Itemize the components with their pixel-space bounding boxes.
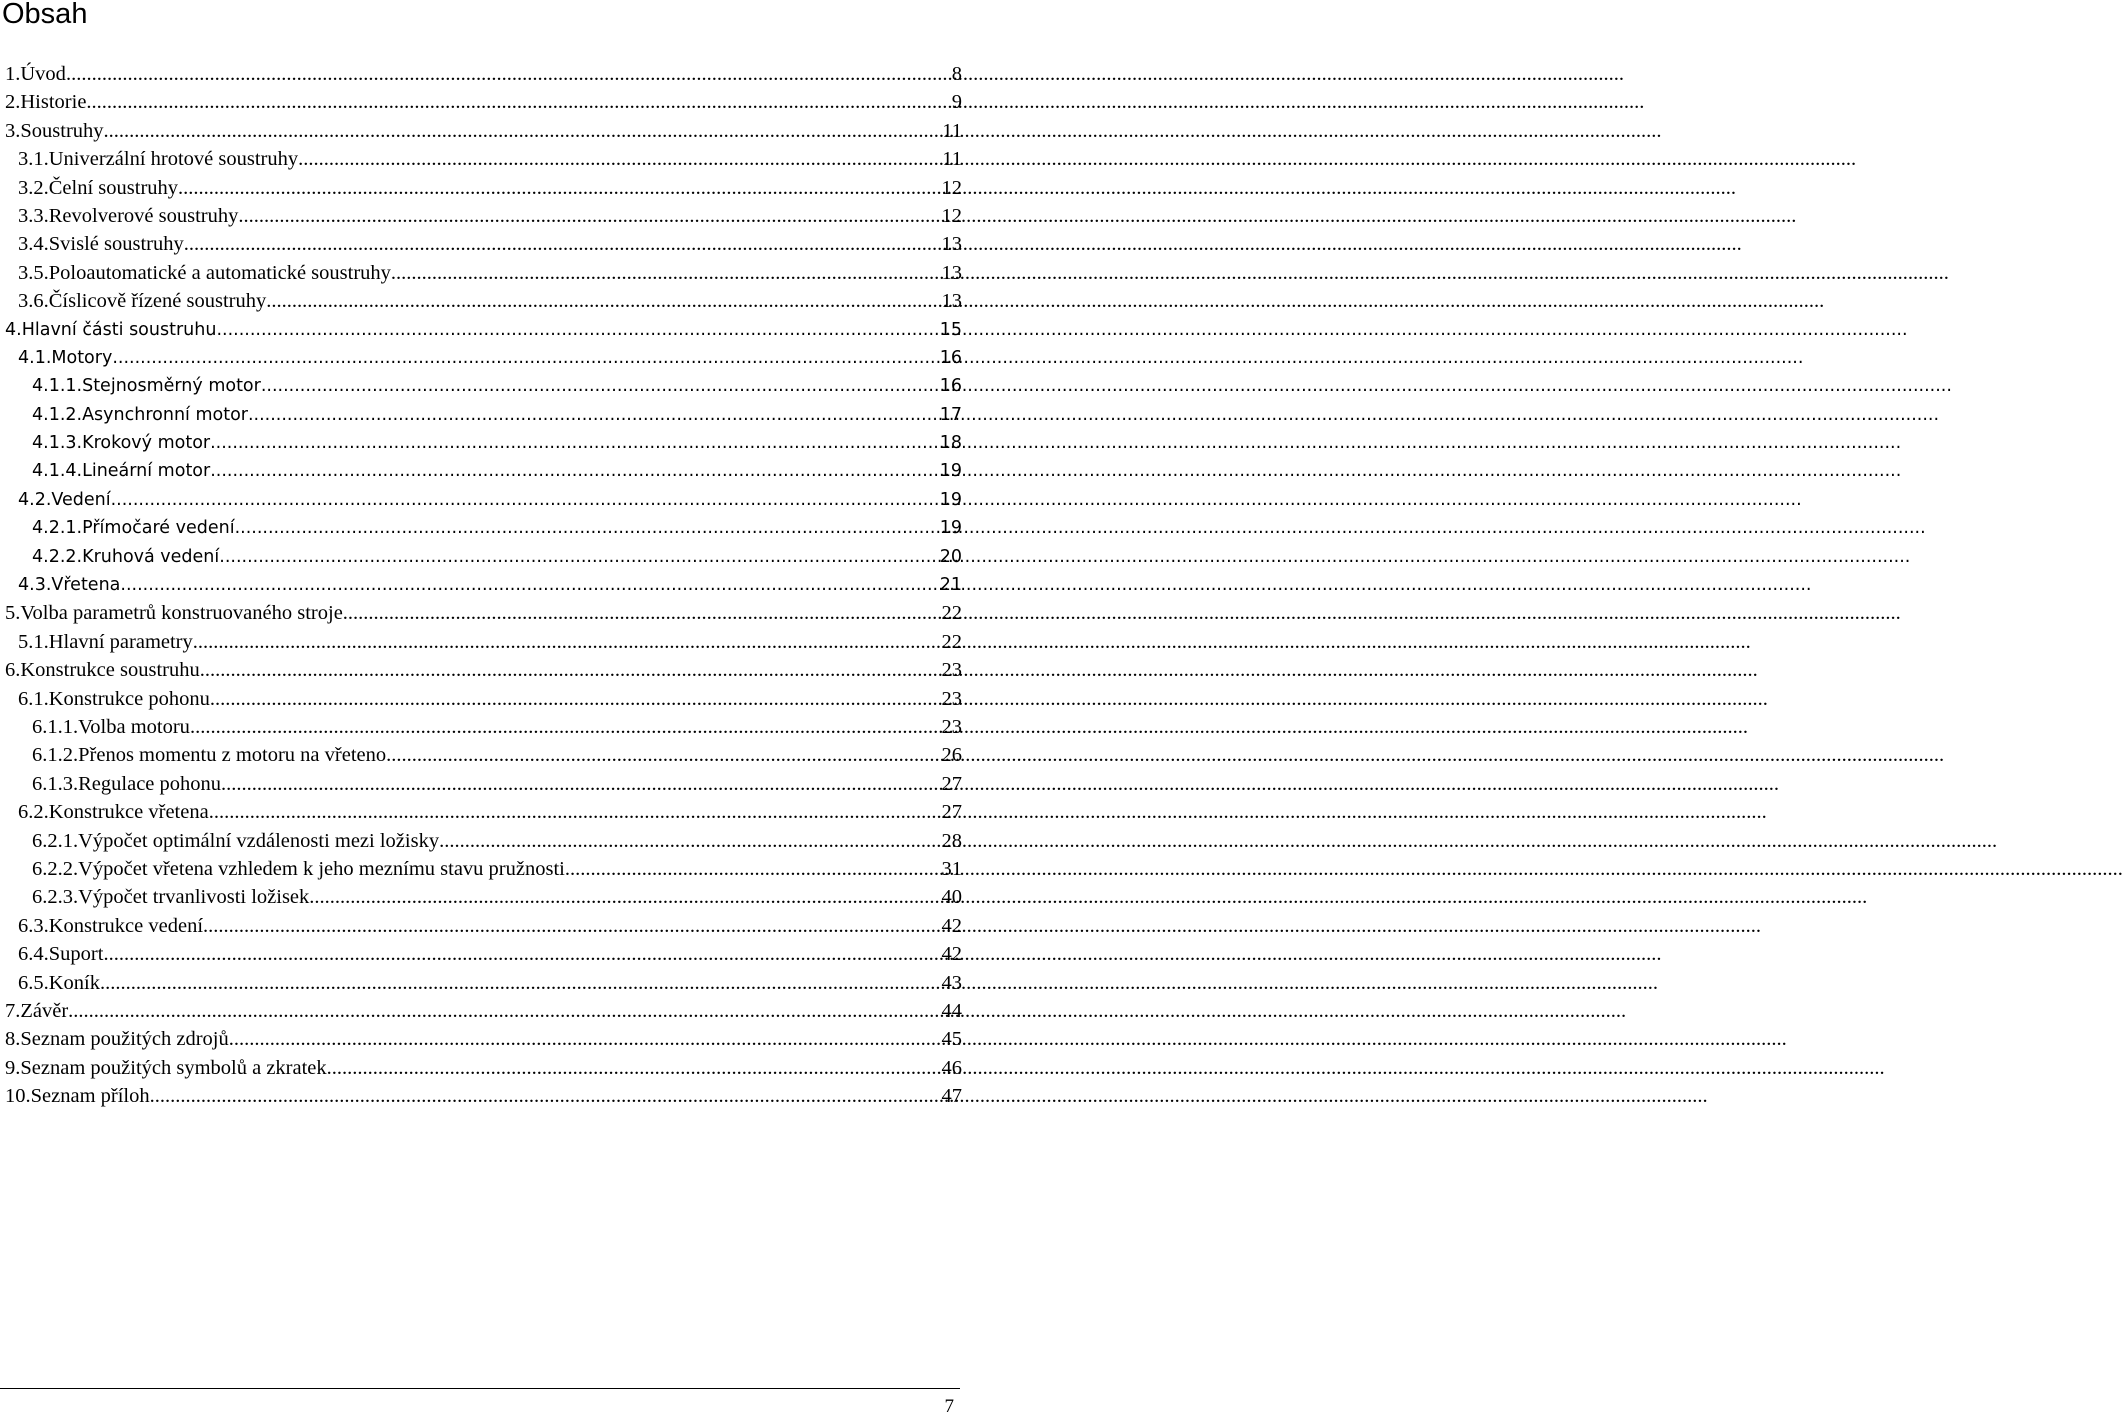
toc-dot-leader: [112, 344, 939, 372]
toc-dot-leader: [229, 1025, 942, 1053]
toc-entry-title: 3.1.Univerzální hrotové soustruhy: [18, 148, 299, 171]
toc-entry[interactable]: [0, 344, 962, 372]
toc-entry-page-number: 28: [941, 829, 962, 852]
toc-entry-title: 6.2.1.Výpočet optimální vzdálenosti mezi ložisky: [32, 829, 440, 852]
toc-dot-leader: [261, 372, 940, 400]
toc-entry[interactable]: [0, 486, 962, 514]
toc-entry-title: 6.2.3.Výpočet trvanlivosti ložisek: [32, 886, 310, 909]
toc-entry-page-number: 13: [941, 261, 962, 284]
toc-entry-title: 6.1.3.Regulace pohonu: [32, 772, 222, 795]
toc-dot-leader: [210, 429, 940, 457]
toc-entry[interactable]: [0, 997, 962, 1025]
toc-entry[interactable]: [0, 827, 962, 855]
toc-entry-title: 6.3.Konstrukce vedení: [18, 914, 204, 937]
toc-entry-page-number: 46: [941, 1056, 962, 1079]
toc-entry-title: 3.5.Poloautomatické a automatické soustruhy: [18, 261, 391, 284]
toc-entry[interactable]: [0, 713, 962, 741]
toc-entry-page-number: 47: [941, 1085, 962, 1108]
toc-entry[interactable]: [0, 741, 962, 769]
toc-entry[interactable]: [0, 1025, 962, 1053]
toc-entry[interactable]: [0, 372, 962, 400]
toc-entry-page-number: 43: [941, 971, 962, 994]
document-page: [0, 0, 960, 1420]
toc-entry-page-number: 20: [939, 546, 962, 567]
toc-entry[interactable]: [0, 770, 962, 798]
toc-entry[interactable]: [0, 174, 962, 202]
toc-dot-leader: [120, 571, 939, 599]
toc-entry-title: 9.Seznam použitých symbolů a zkratek: [5, 1056, 327, 1079]
toc-entry-page-number: 8: [951, 63, 962, 85]
toc-dot-leader: [216, 316, 939, 344]
toc-entry-title: 4.3.Vřetena: [18, 575, 121, 596]
toc-dot-leader: [190, 713, 942, 741]
page-title: Obsah: [2, 0, 88, 30]
toc-entry-page-number: 23: [941, 659, 962, 682]
toc-dot-leader: [235, 514, 940, 542]
toc-dot-leader: [184, 230, 942, 258]
toc-entry[interactable]: [0, 1082, 962, 1110]
toc-dot-leader: [327, 1054, 942, 1082]
toc-entry[interactable]: [0, 685, 962, 713]
table-of-contents: [0, 60, 962, 1110]
toc-entry-title: 4.1.2.Asynchronní motor: [32, 404, 248, 425]
toc-entry[interactable]: [0, 145, 962, 173]
toc-entry-page-number: 12: [941, 204, 962, 227]
page-number: 7: [944, 1396, 954, 1417]
toc-entry-page-number: 31: [941, 857, 962, 880]
toc-entry[interactable]: [0, 855, 962, 883]
toc-entry[interactable]: [0, 940, 962, 968]
toc-entry-page-number: 40: [941, 886, 962, 909]
toc-entry[interactable]: [0, 543, 962, 571]
toc-entry-title: 4.1.4.Lineární motor: [32, 461, 211, 482]
toc-dot-leader: [219, 543, 939, 571]
toc-entry-title: 3.4.Svislé soustruhy: [18, 233, 184, 256]
toc-entry-page-number: 11: [942, 119, 962, 142]
toc-entry[interactable]: [0, 599, 962, 627]
toc-dot-leader: [439, 827, 941, 855]
toc-entry[interactable]: [0, 117, 962, 145]
toc-entry-page-number: 11: [942, 148, 962, 171]
toc-entry-page-number: 26: [941, 744, 962, 767]
toc-dot-leader: [193, 628, 942, 656]
toc-entry[interactable]: [0, 60, 962, 88]
toc-dot-leader: [386, 741, 941, 769]
toc-dot-leader: [343, 599, 942, 627]
toc-entry[interactable]: [0, 656, 962, 684]
toc-entry-page-number: 22: [941, 602, 962, 625]
toc-dot-leader: [210, 685, 942, 713]
toc-entry[interactable]: [0, 514, 962, 542]
footer-divider: [0, 1388, 960, 1389]
toc-dot-leader: [266, 287, 941, 315]
toc-entry-title: 6.Konstrukce soustruhu: [5, 659, 200, 682]
toc-entry[interactable]: [0, 316, 962, 344]
toc-dot-leader: [391, 259, 942, 287]
toc-entry-page-number: 27: [941, 772, 962, 795]
toc-entry-title: 4.1.1.Stejnosměrný motor: [32, 376, 261, 397]
toc-entry-page-number: 42: [941, 914, 962, 937]
toc-entry[interactable]: [0, 969, 962, 997]
toc-entry[interactable]: [0, 429, 962, 457]
toc-dot-leader: [111, 486, 940, 514]
toc-entry[interactable]: [0, 401, 962, 429]
toc-entry-title: 3.Soustruhy: [5, 119, 104, 142]
toc-entry-page-number: 17: [939, 404, 962, 425]
toc-dot-leader: [248, 401, 940, 429]
toc-entry-page-number: 12: [941, 176, 962, 199]
toc-entry[interactable]: [0, 287, 962, 315]
toc-entry-title: 6.1.Konstrukce pohonu: [18, 687, 210, 710]
toc-entry[interactable]: [0, 1054, 962, 1082]
toc-entry[interactable]: [0, 457, 962, 485]
toc-dot-leader: [86, 88, 951, 116]
toc-entry-title: 3.6.Číslicově řízené soustruhy: [18, 290, 267, 313]
toc-entry[interactable]: [0, 202, 962, 230]
toc-entry-title: 8.Seznam použitých zdrojů: [5, 1028, 229, 1051]
toc-entry-title: 6.5.Koník: [18, 971, 100, 994]
toc-entry[interactable]: [0, 88, 962, 116]
toc-dot-leader: [200, 656, 942, 684]
toc-entry-title: 6.1.2.Přenos momentu z motoru na vřeteno: [32, 744, 387, 767]
toc-entry-title: 4.2.2.Kruhová vedení: [32, 546, 220, 567]
toc-entry-title: 4.2.Vedení: [18, 489, 111, 510]
toc-entry-page-number: 27: [941, 801, 962, 824]
toc-entry-page-number: 21: [939, 575, 962, 596]
toc-entry-title: 6.1.1.Volba motoru: [32, 715, 190, 738]
toc-entry-title: 5.1.Hlavní parametry: [18, 630, 193, 653]
toc-dot-leader: [565, 855, 942, 883]
toc-entry-page-number: 19: [939, 461, 962, 482]
toc-entry[interactable]: [0, 628, 962, 656]
toc-dot-leader: [178, 174, 941, 202]
toc-entry-title: 3.3.Revolverové soustruhy: [18, 204, 239, 227]
toc-entry-page-number: 15: [939, 319, 962, 340]
toc-entry-page-number: 19: [939, 489, 962, 510]
toc-entry-page-number: 23: [941, 687, 962, 710]
toc-entry-page-number: 18: [939, 433, 962, 454]
toc-entry-page-number: 23: [941, 715, 962, 738]
toc-dot-leader: [309, 883, 941, 911]
toc-entry-title: 1.Úvod: [5, 63, 66, 85]
toc-entry-page-number: 16: [939, 376, 962, 397]
toc-entry-page-number: 22: [941, 630, 962, 653]
toc-dot-leader: [150, 1082, 942, 1110]
toc-dot-leader: [100, 969, 942, 997]
toc-entry-title: 2.Historie: [5, 91, 87, 114]
toc-entry-page-number: 9: [951, 91, 962, 114]
toc-dot-leader: [203, 912, 941, 940]
toc-dot-leader: [238, 202, 941, 230]
toc-entry[interactable]: [0, 571, 962, 599]
toc-entry-title: 5.Volba parametrů konstruovaného stroje: [5, 602, 343, 625]
toc-entry-title: 6.2.Konstrukce vřetena: [18, 801, 209, 824]
toc-entry-title: 4.1.Motory: [18, 347, 113, 368]
toc-dot-leader: [221, 770, 941, 798]
toc-entry-title: 4.2.1.Přímočaré vedení: [32, 518, 235, 539]
toc-dot-leader: [66, 60, 952, 88]
toc-entry[interactable]: [0, 912, 962, 940]
toc-entry-title: 10.Seznam příloh: [5, 1085, 150, 1108]
toc-entry-page-number: 19: [939, 518, 962, 539]
toc-entry-title: 3.2.Čelní soustruhy: [18, 176, 179, 199]
toc-dot-leader: [209, 798, 942, 826]
toc-entry-page-number: 13: [941, 290, 962, 313]
toc-entry-page-number: 13: [941, 233, 962, 256]
toc-entry[interactable]: [0, 259, 962, 287]
toc-entry-page-number: 45: [941, 1028, 962, 1051]
toc-entry[interactable]: [0, 883, 962, 911]
toc-entry-title: 6.2.2.Výpočet vřetena vzhledem k jeho meznímu stavu pružnosti: [32, 857, 565, 880]
toc-entry[interactable]: [0, 798, 962, 826]
toc-dot-leader: [68, 997, 941, 1025]
toc-entry-title: 4.1.3.Krokový motor: [32, 433, 211, 454]
toc-entry-title: 6.4.Suport: [18, 943, 104, 966]
toc-dot-leader: [104, 117, 943, 145]
toc-dot-leader: [103, 940, 941, 968]
toc-entry-page-number: 44: [941, 999, 962, 1022]
toc-dot-leader: [210, 457, 940, 485]
toc-entry[interactable]: [0, 230, 962, 258]
toc-entry-page-number: 16: [939, 347, 962, 368]
toc-entry-page-number: 42: [941, 943, 962, 966]
toc-entry-title: 4.Hlavní části soustruhu: [5, 319, 217, 340]
toc-entry-title: 7.Závěr: [5, 999, 69, 1022]
toc-dot-leader: [298, 145, 942, 173]
